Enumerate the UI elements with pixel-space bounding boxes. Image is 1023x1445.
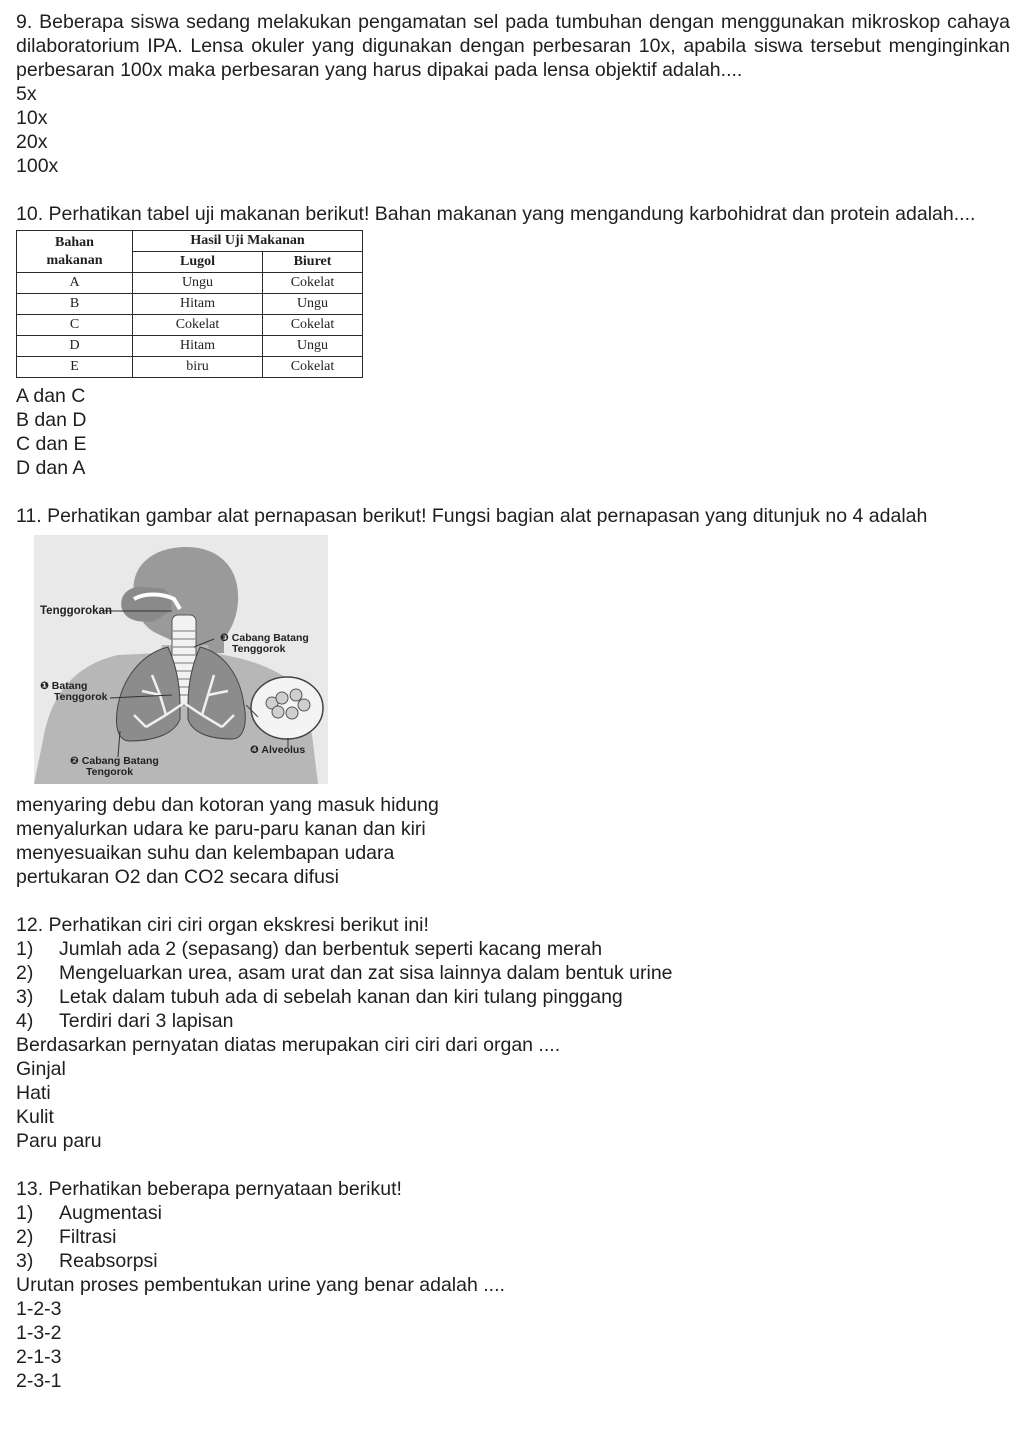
label-3-line2: Tenggorok (232, 643, 286, 655)
question-10-option-4[interactable]: D dan A (16, 457, 86, 479)
question-11-option-2[interactable]: menyalurkan udara ke paru-paru kanan dan kiri (16, 818, 426, 840)
label-2-line1: ❷ Cabang Batang (70, 755, 159, 767)
question-10-text: 10. Perhatikan tabel uji makanan berikut! Bahan makanan yang mengandung karbohidrat dan protein adalah.... (16, 203, 976, 225)
table-header-hasil-uji: Hasil Uji Makanan (133, 231, 363, 252)
question-9-option-1[interactable]: 5x (16, 83, 37, 105)
question-11-text: 11. Perhatikan gambar alat pernapasan berikut! Fungsi bagian alat pernapasan yang ditunjuk no 4 adalah (16, 505, 928, 527)
question-11-option-1[interactable]: menyaring debu dan kotoran yang masuk hidung (16, 794, 439, 816)
label-1-line2: Tenggorok (54, 691, 108, 703)
question-13-option-3[interactable]: 2-1-3 (16, 1346, 62, 1368)
alveolus-zoom-circle (251, 677, 323, 739)
food-test-table (16, 230, 363, 378)
worksheet-page (16, 10, 1010, 1393)
list-item: 3) Letak dalam tubuh ada di sebelah kanan dan kiri tulang pinggang (16, 986, 623, 1008)
question-10-option-1[interactable]: A dan C (16, 385, 86, 407)
question-13-option-2[interactable]: 1-3-2 (16, 1322, 62, 1344)
list-item: 4) Terdiri dari 3 lapisan (16, 1010, 234, 1032)
question-12-statements (16, 937, 1010, 1033)
question-12-option-2[interactable]: Hati (16, 1082, 51, 1104)
label-3-line1: ❸ Cabang Batang (220, 632, 309, 644)
question-10-option-3[interactable]: C dan E (16, 433, 87, 455)
table-row: A Ungu Cokelat (17, 273, 363, 294)
question-13-stem: Urutan proses pembentukan urine yang benar adalah .... (16, 1274, 505, 1296)
question-12-option-1[interactable]: Ginjal (16, 1058, 66, 1080)
label-4-alveolus: ❹ Alveolus (250, 744, 306, 756)
question-13-option-4[interactable]: 2-3-1 (16, 1370, 62, 1392)
question-13-option-1[interactable]: 1-2-3 (16, 1298, 62, 1320)
question-11-options (16, 793, 1010, 889)
question-13-text: 13. Perhatikan beberapa pernyataan berikut! (16, 1178, 402, 1200)
label-2-line2: Tengorok (86, 766, 134, 778)
list-item: 2) Filtrasi (16, 1226, 117, 1248)
list-item: 1) Jumlah ada 2 (sepasang) dan berbentuk seperti kacang merah (16, 938, 603, 960)
question-9-option-2[interactable]: 10x (16, 107, 48, 129)
question-10-option-2[interactable]: B dan D (16, 409, 87, 431)
respiratory-system-diagram (34, 535, 328, 784)
table-header-biuret: Biuret (263, 252, 363, 273)
table-row: C Cokelat Cokelat (17, 315, 363, 336)
table-header-bahan: Bahan makanan (17, 231, 133, 273)
question-12-option-3[interactable]: Kulit (16, 1106, 54, 1128)
list-item: 3) Reabsorpsi (16, 1250, 158, 1272)
question-12-stem: Berdasarkan pernyatan diatas merupakan ciri ciri dari organ .... (16, 1034, 561, 1056)
table-header-lugol: Lugol (133, 252, 263, 273)
label-tenggorokan: Tenggorokan (40, 605, 112, 617)
question-13-statements (16, 1201, 1010, 1273)
question-12-options (16, 1057, 1010, 1153)
list-item: 2) Mengeluarkan urea, asam urat dan zat sisa lainnya dalam bentuk urine (16, 962, 673, 984)
question-11-option-3[interactable]: menyesuaikan suhu dan kelembapan udara (16, 842, 395, 864)
question-9-options (16, 82, 1010, 178)
table-row: B Hitam Ungu (17, 294, 363, 315)
question-9-text: 9. Beberapa siswa sedang melakukan pengamatan sel pada tumbuhan dengan menggunakan mikroskop cahaya dilaboratorium IPA. Lensa okuler yang digunakan dengan perbesaran 10x, apabila siswa tersebut menginginkan perbesaran 100x maka perbesaran yang harus dipakai pada lensa objektif adalah.... (16, 11, 1010, 81)
question-9-option-3[interactable]: 20x (16, 131, 48, 153)
label-1-line1: ❶ Batang (40, 680, 88, 692)
question-13-options (16, 1297, 1010, 1393)
list-item: 1) Augmentasi (16, 1202, 162, 1224)
table-row: D Hitam Ungu (17, 336, 363, 357)
question-10-options (16, 384, 1010, 480)
question-9-option-4[interactable]: 100x (16, 155, 59, 177)
question-12-option-4[interactable]: Paru paru (16, 1130, 102, 1152)
table-row: E biru Cokelat (17, 357, 363, 378)
question-12-text: 12. Perhatikan ciri ciri organ ekskresi berikut ini! (16, 914, 429, 936)
question-11-option-4[interactable]: pertukaran O2 dan CO2 secara difusi (16, 866, 340, 888)
